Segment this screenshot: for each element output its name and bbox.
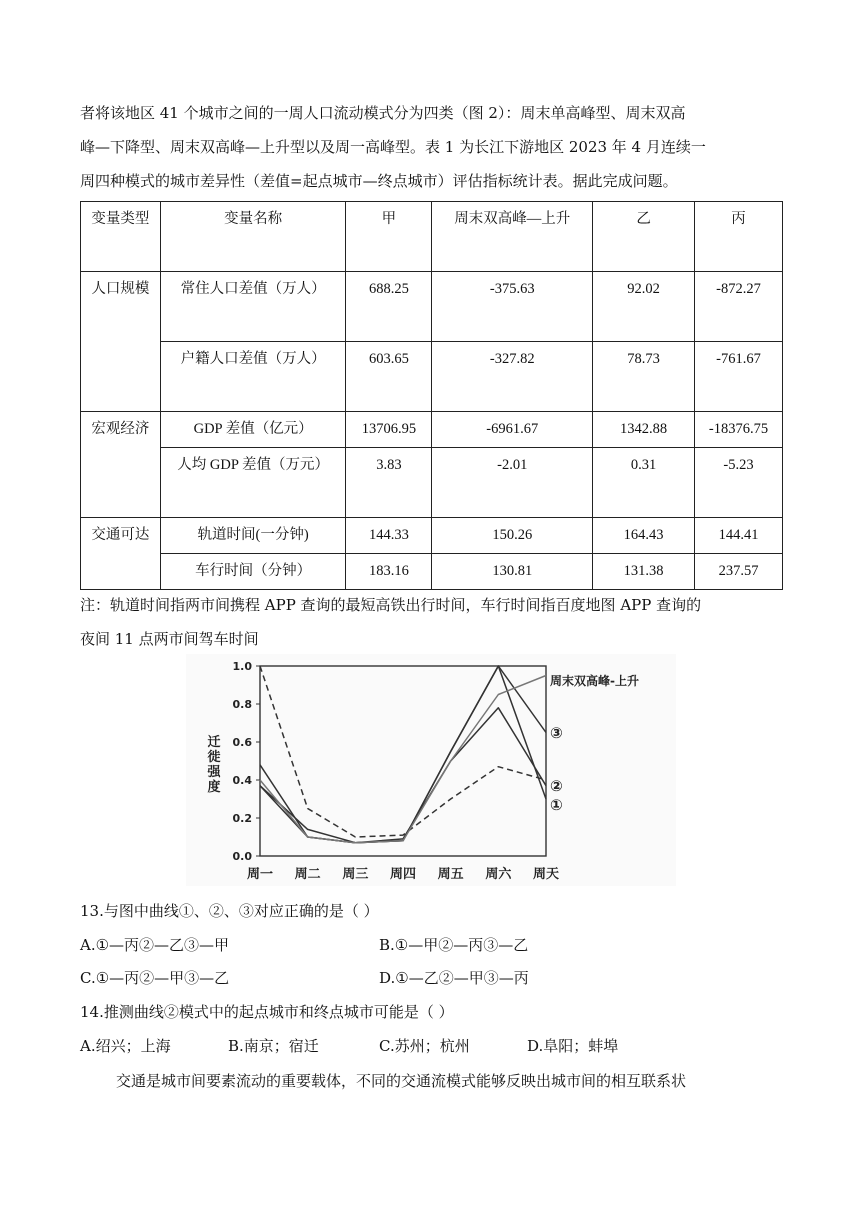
series-line xyxy=(260,676,546,843)
question-13-stem: 13.与图中曲线①、②、③对应正确的是（ ） xyxy=(80,902,379,920)
plot-frame xyxy=(260,666,546,856)
table-row xyxy=(81,554,783,590)
table-value-cell: -5.23 xyxy=(695,448,783,518)
table-value-cell: -6961.67 xyxy=(432,412,593,448)
table-header-cell: 甲 xyxy=(346,202,432,272)
y-tick-label: 0.6 xyxy=(232,736,252,749)
q13-option-a[interactable]: A.①—丙②—乙③—甲 xyxy=(80,936,230,954)
table-name-cell: GDP 差值（亿元） xyxy=(160,412,346,448)
table-value-cell: 78.73 xyxy=(593,342,695,412)
y-tick-label: 1.0 xyxy=(232,660,252,673)
table-value-cell: 130.81 xyxy=(432,554,593,590)
table-value-cell: 3.83 xyxy=(346,448,432,518)
intro-paragraph xyxy=(80,96,786,198)
table-row xyxy=(81,412,783,448)
table-value-cell: 183.16 xyxy=(346,554,432,590)
intro-line: 峰—下降型、周末双高峰—上升型以及周一高峰型。表 1 为长江下游地区 2023 年 4 月连续一 xyxy=(80,138,706,156)
series-line xyxy=(260,708,546,843)
note-line: 夜间 11 点两市间驾车时间 xyxy=(80,630,259,648)
table-value-cell: 0.31 xyxy=(593,448,695,518)
x-tick-label: 周天 xyxy=(532,867,560,882)
series-label: ① xyxy=(550,796,563,814)
series-label: ② xyxy=(550,777,563,795)
indicator-table xyxy=(80,201,783,590)
series-line xyxy=(260,666,546,837)
q13-option-c[interactable]: C.①—丙②—甲③—乙 xyxy=(80,969,230,987)
table-value-cell: 144.33 xyxy=(346,518,432,554)
table-value-cell: -872.27 xyxy=(695,272,783,342)
y-axis-label xyxy=(206,734,221,795)
y-axis-label-char: 徙 xyxy=(207,750,221,765)
x-tick-label: 周五 xyxy=(437,867,464,882)
table-value-cell: 164.43 xyxy=(593,518,695,554)
x-tick-label: 周四 xyxy=(389,867,417,882)
y-axis-label-char: 度 xyxy=(207,780,221,795)
table-value-cell: 92.02 xyxy=(593,272,695,342)
next-passage-line: 交通是城市间要素流动的重要载体，不同的交通流模式能够反映出城市间的相互联系状 xyxy=(116,1072,687,1090)
table-category-cell: 宏观经济 xyxy=(81,412,161,518)
question-14-stem: 14.推测曲线②模式中的起点城市和终点城市可能是（ ） xyxy=(80,1003,454,1021)
x-tick-label: 周三 xyxy=(342,867,369,882)
table-value-cell: -2.01 xyxy=(432,448,593,518)
y-axis-label-char: 迁 xyxy=(207,735,221,750)
series-label: ③ xyxy=(550,724,563,742)
x-tick-label: 周一 xyxy=(246,867,274,882)
table-name-cell: 人均 GDP 差值（万元） xyxy=(160,448,346,518)
table-value-cell: 131.38 xyxy=(593,554,695,590)
table-row xyxy=(81,518,783,554)
series-label: 周末双高峰-上升 xyxy=(550,674,639,688)
table-value-cell: -375.63 xyxy=(432,272,593,342)
table-name-cell: 轨道时间(一分钟) xyxy=(160,518,346,554)
table-name-cell: 常住人口差值（万人） xyxy=(160,272,346,342)
table-header-cell: 变量类型 xyxy=(81,202,161,272)
table-header-row xyxy=(81,202,783,272)
y-tick-label: 0.0 xyxy=(232,850,252,863)
intro-line: 周四种模式的城市差异性（差值=起点城市—终点城市）评估指标统计表。据此完成问题。 xyxy=(80,172,678,190)
x-tick-label: 周二 xyxy=(294,867,321,882)
table-header-cell: 变量名称 xyxy=(160,202,346,272)
table-name-cell: 车行时间（分钟） xyxy=(160,554,346,590)
table-row xyxy=(81,272,783,342)
q14-option-b[interactable]: B.南京；宿迁 xyxy=(228,1037,319,1055)
y-tick-label: 0.2 xyxy=(232,812,252,825)
table-value-cell: -761.67 xyxy=(695,342,783,412)
q14-option-c[interactable]: C.苏州；杭州 xyxy=(379,1037,470,1055)
table-value-cell: -18376.75 xyxy=(695,412,783,448)
y-tick-label: 0.8 xyxy=(232,698,252,711)
table-category-cell: 人口规模 xyxy=(81,272,161,412)
table-value-cell: 603.65 xyxy=(346,342,432,412)
table-note xyxy=(80,588,786,656)
q13-option-b[interactable]: B.①—甲②—丙③—乙 xyxy=(379,936,529,954)
q14-option-d[interactable]: D.阜阳；蚌埠 xyxy=(527,1037,619,1055)
table-value-cell: -327.82 xyxy=(432,342,593,412)
table-value-cell: 1342.88 xyxy=(593,412,695,448)
table-value-cell: 13706.95 xyxy=(346,412,432,448)
chart-svg xyxy=(186,654,676,886)
table-header-cell: 周末双高峰—上升 xyxy=(432,202,593,272)
table-row xyxy=(81,448,783,518)
y-tick-label: 0.4 xyxy=(232,774,252,787)
table-value-cell: 150.26 xyxy=(432,518,593,554)
migration-chart xyxy=(186,654,676,886)
x-tick-label: 周六 xyxy=(485,867,512,882)
table-value-cell: 144.41 xyxy=(695,518,783,554)
table-value-cell: 688.25 xyxy=(346,272,432,342)
note-line: 注：轨道时间指两市间携程 APP 查询的最短高铁出行时间，车行时间指百度地图 APP 查询的 xyxy=(80,596,702,614)
table-name-cell: 户籍人口差值（万人） xyxy=(160,342,346,412)
table-value-cell: 237.57 xyxy=(695,554,783,590)
table-header-cell: 乙 xyxy=(593,202,695,272)
table-row xyxy=(81,342,783,412)
intro-line: 者将该地区 41 个城市之间的一周人口流动模式分为四类（图 2）：周末单高峰型、周末双高 xyxy=(80,104,686,122)
q14-option-a[interactable]: A.绍兴；上海 xyxy=(80,1037,171,1055)
table-category-cell: 交通可达 xyxy=(81,518,161,590)
q13-option-d[interactable]: D.①—乙②—甲③—丙 xyxy=(379,969,529,987)
table-header-cell: 丙 xyxy=(695,202,783,272)
y-axis-label-char: 强 xyxy=(207,765,221,780)
